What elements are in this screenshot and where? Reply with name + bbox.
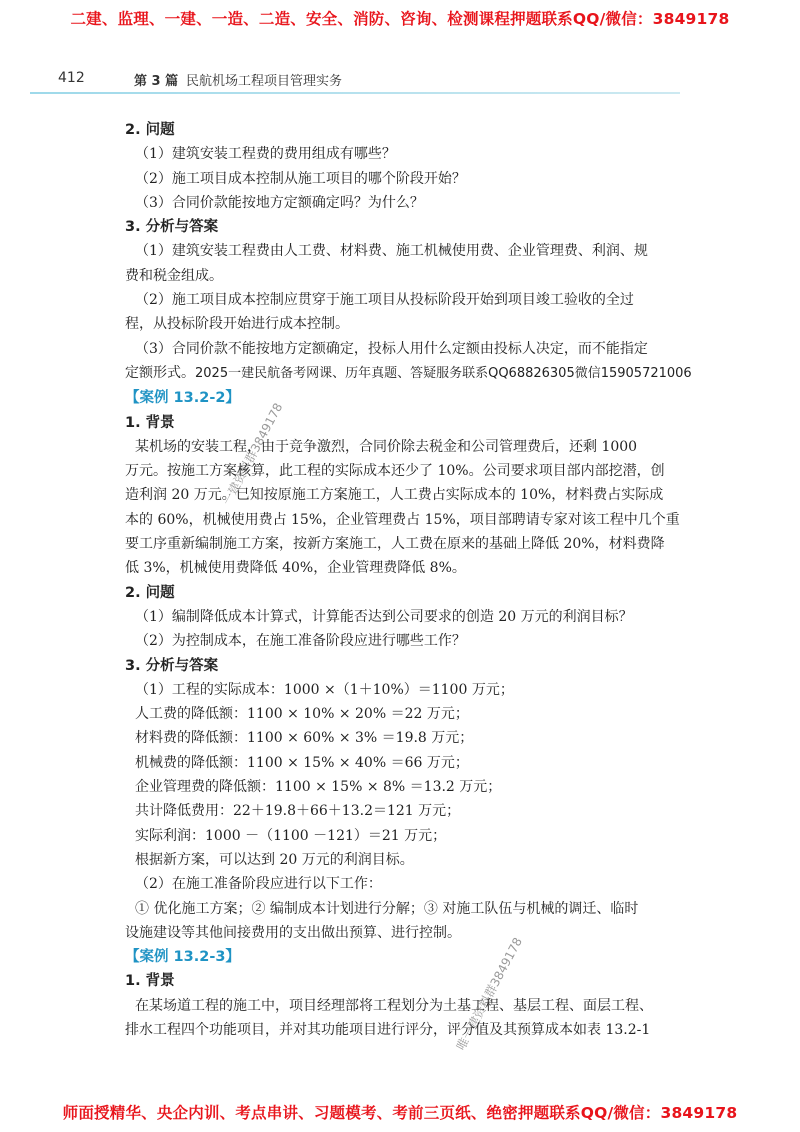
body-line <box>125 1018 715 1042</box>
line-text: 在某场道工程的施工中，项目经理部将工程划分为土基工程、基层工程、面层工程、 <box>135 997 653 1014</box>
line-text: （1）建筑安装工程费的费用组成有哪些？ <box>135 146 396 163</box>
diagonal-watermark: 唯一建资料群3849178 <box>453 935 526 1053</box>
body-line <box>125 848 715 872</box>
line-text: （1）工程的实际成本：1000 ×（1＋10%）＝1100 万元； <box>135 681 514 698</box>
line-text: （3）合同价款不能按地方定额确定，投标人用什么定额由投标人决定，而不能指定 <box>135 340 648 357</box>
line-text: 实际利润：1000 －（1100 －121）＝21 万元； <box>135 827 447 844</box>
diagonal-watermark: 一建资料群3849178 <box>219 400 286 508</box>
line-text: 程，从投标阶段开始进行成本控制。 <box>125 316 349 333</box>
body-line <box>125 288 715 312</box>
line-text: 万元。按施工方案核算，此工程的实际成本还少了 10%。公司要求项目部内部挖潜，创 <box>125 463 665 480</box>
book-page <box>30 40 770 1095</box>
line-text: （3）合同价款能按地方定额确定吗？为什么？ <box>135 194 424 211</box>
body-line <box>125 239 715 263</box>
line-text: 人工费的降低额：1100 × 10% × 20% ＝22 万元； <box>135 706 469 723</box>
line-text: 低 3%，机械使用费降低 40%，企业管理费降低 8%。 <box>125 560 466 577</box>
line-text: ① 优化施工方案；② 编制成本计划进行分解；③ 对施工队伍与机械的调迁、临时 <box>135 900 639 917</box>
body-line <box>125 872 715 896</box>
line-text: 某机场的安装工程，由于竞争激烈，合同价除去税金和公司管理费后，还剩 1000 <box>135 438 638 455</box>
line-text: 要工序重新编制施工方案，按新方案施工，人工费在原来的基础上降低 20%，材料费降 <box>125 536 665 553</box>
body-line <box>125 775 715 799</box>
body-line <box>125 337 715 361</box>
line-text: （2）为控制成本，在施工准备阶段应进行哪些工作？ <box>135 633 466 650</box>
body-line <box>125 167 715 191</box>
line-text: 3. 分析与答案 <box>125 219 219 236</box>
body-line <box>125 191 715 215</box>
body-line <box>125 994 715 1018</box>
body-line <box>125 508 715 532</box>
inline-notice: 2025一建民航备考网课、历年真题、答疑服务联系QQ68826305微信15905721006 <box>195 365 692 381</box>
body-line <box>125 312 715 336</box>
line-text: 3. 分析与答案 <box>125 657 219 674</box>
line-text: 定额形式。 <box>125 364 195 381</box>
section-heading <box>125 581 715 605</box>
page-content <box>125 118 715 1042</box>
section-heading <box>125 654 715 678</box>
top-banner: 二建、监理、一建、一造、二造、安全、消防、咨询、检测课程押题联系QQ/微信：3849178 <box>70 10 730 28</box>
line-text: 造利润 20 万元。已知按原施工方案施工，人工费占实际成本的 10%，材料费占实际成 <box>125 487 664 504</box>
body-line <box>125 799 715 823</box>
section-heading <box>125 969 715 993</box>
body-line <box>125 556 715 580</box>
page-header <box>30 40 680 92</box>
body-line <box>125 629 715 653</box>
body-line <box>125 824 715 848</box>
body-line <box>125 897 715 921</box>
body-line <box>125 605 715 629</box>
line-text: 费和税金组成。 <box>125 267 223 284</box>
line-text: 【案例 13.2-3】 <box>125 949 240 966</box>
line-text: 根据新方案，可以达到 20 万元的利润目标。 <box>135 851 414 868</box>
line-text: 共计降低费用：22＋19.8＋66＋13.2＝121 万元； <box>135 803 461 820</box>
body-line <box>125 751 715 775</box>
line-text: 材料费的降低额：1100 × 60% × 3% ＝19.8 万元； <box>135 730 474 747</box>
part-label: 第 3 篇 <box>134 74 179 89</box>
line-text: （1）编制降低成本计算式，计算能否达到公司要求的创造 20 万元的利润目标？ <box>135 608 633 625</box>
line-text: 企业管理费的降低额：1100 × 15% × 8% ＝13.2 万元； <box>135 779 502 796</box>
case-heading <box>125 945 715 969</box>
section-heading <box>125 215 715 239</box>
body-line <box>125 702 715 726</box>
section-title: 民航机场工程项目管理实务 <box>186 74 343 89</box>
body-line <box>125 264 715 288</box>
line-text: 设施建设等其他间接费用的支出做出预算、进行控制。 <box>125 924 461 941</box>
page-number: 412 <box>58 70 85 86</box>
body-line <box>125 726 715 750</box>
line-text: （2）施工项目成本控制从施工项目的哪个阶段开始？ <box>135 170 466 187</box>
line-text: 1. 背景 <box>125 414 175 431</box>
header-rule <box>30 92 680 94</box>
body-line <box>125 142 715 166</box>
body-line <box>125 921 715 945</box>
line-text: 2. 问题 <box>125 122 175 138</box>
body-line <box>125 532 715 556</box>
line-text: （1）建筑安装工程费由人工费、材料费、施工机械使用费、企业管理费、利润、规 <box>135 243 648 260</box>
line-text: 机械费的降低额：1100 × 15% × 40% ＝66 万元； <box>135 754 469 771</box>
line-text: 本的 60%，机械使用费占 15%，企业管理费占 15%，项目部聘请专家对该工程中几个重 <box>125 511 680 528</box>
line-text: （2）在施工准备阶段应进行以下工作： <box>135 876 382 893</box>
case-heading <box>125 386 715 410</box>
line-text: 排水工程四个功能项目，并对其功能项目进行评分，评分值及其预算成本如表 13.2-1 <box>125 1021 651 1038</box>
line-text: （2）施工项目成本控制应贯穿于施工项目从投标阶段开始到项目竣工验收的全过 <box>135 292 634 309</box>
line-text: 【案例 13.2-2】 <box>125 390 240 407</box>
body-line <box>125 361 715 386</box>
section-heading <box>125 411 715 435</box>
body-line <box>125 435 715 459</box>
body-line <box>125 483 715 507</box>
section-heading <box>125 118 715 142</box>
line-text: 2. 问题 <box>125 584 175 601</box>
body-line <box>125 459 715 483</box>
line-text: 1. 背景 <box>125 973 175 990</box>
bottom-banner: 师面授精华、央企内训、考点串讲、习题模考、考前三页纸、绝密押题联系QQ/微信：3849178 <box>62 1104 738 1122</box>
body-line <box>125 678 715 702</box>
